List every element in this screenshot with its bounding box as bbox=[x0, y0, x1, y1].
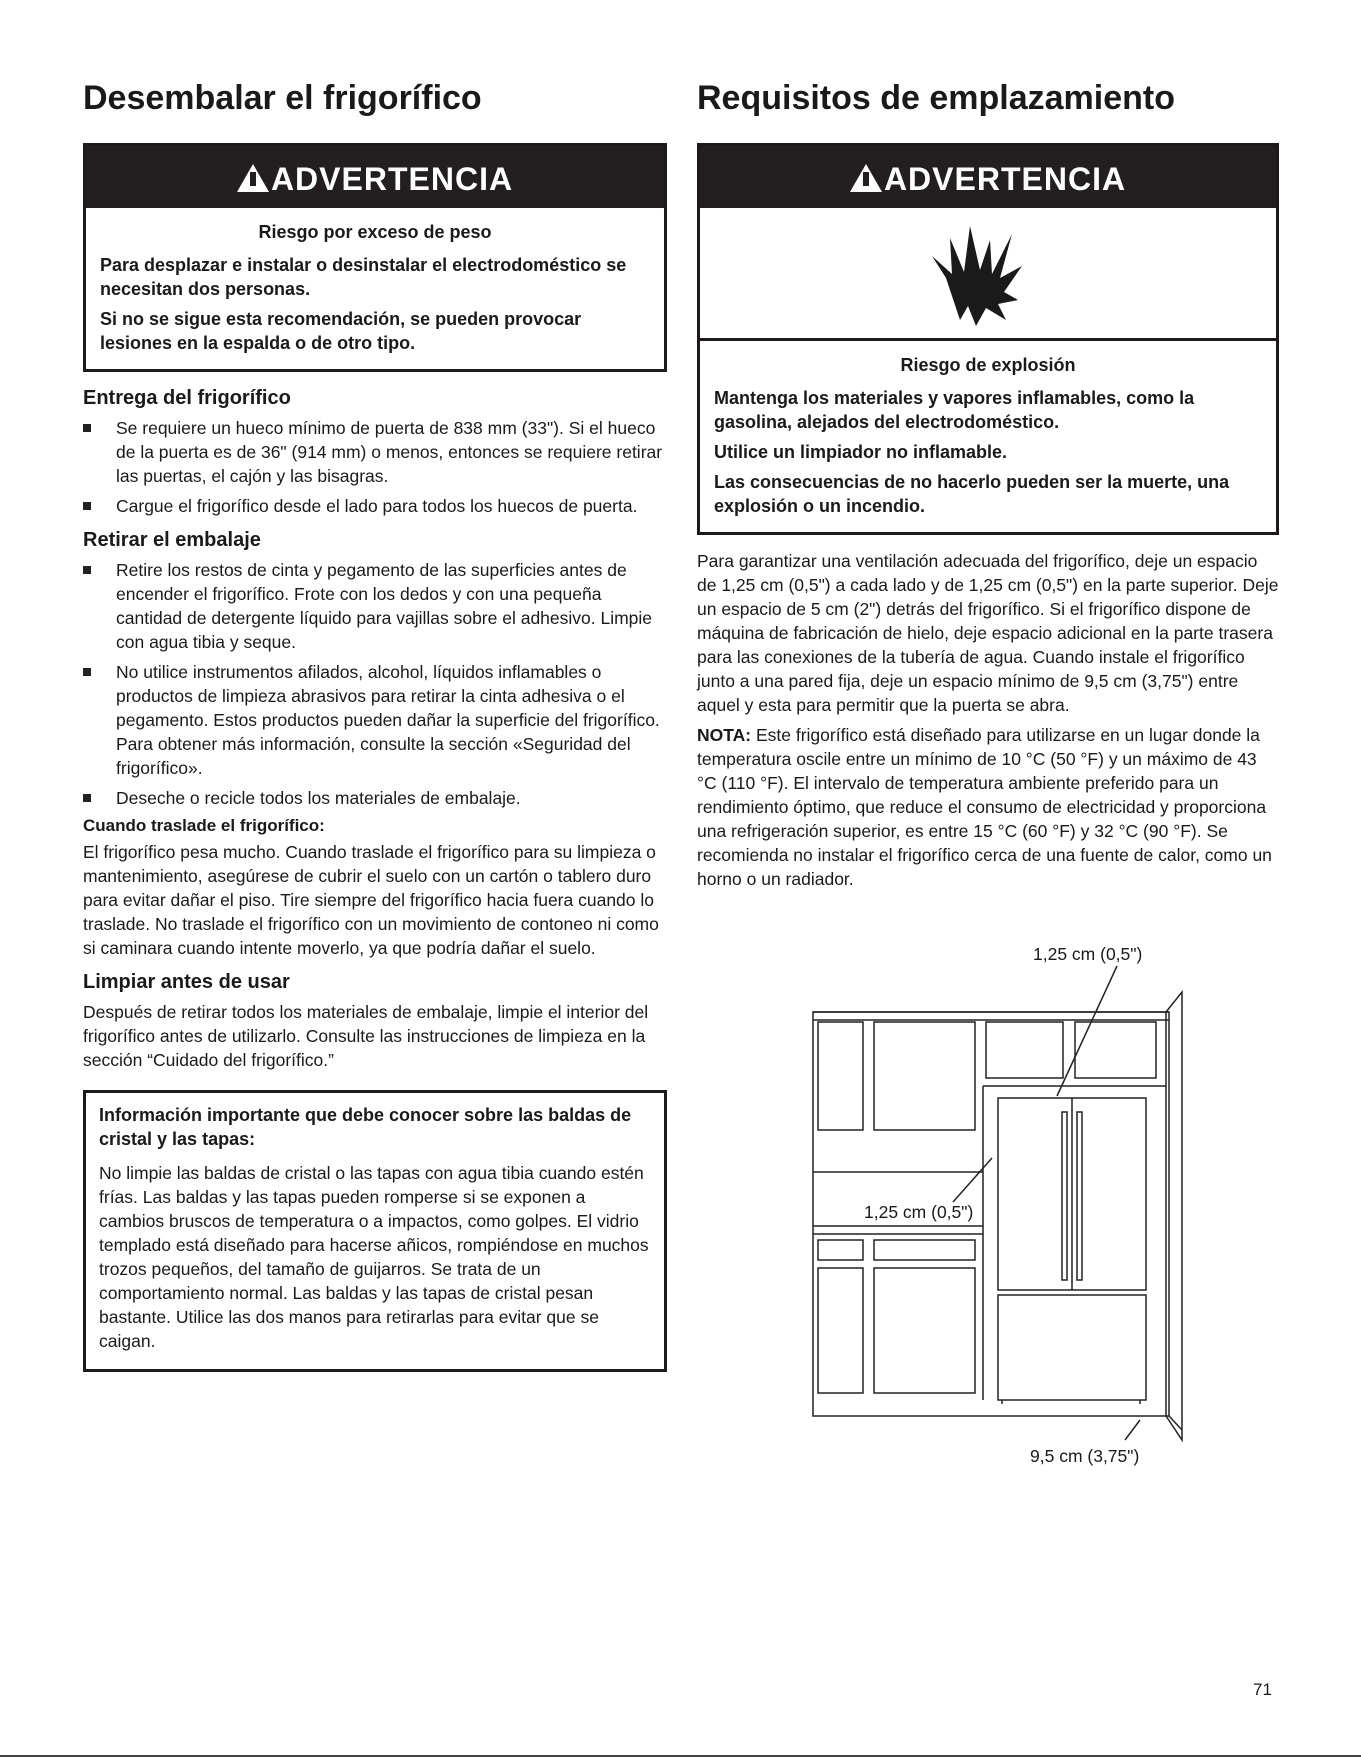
warning-text: Las consecuencias de no hacerlo pueden ser la muerte, una explosión o un incendio. bbox=[714, 472, 1230, 517]
bullet-icon bbox=[83, 502, 91, 510]
info-box-title: Información importante que debe conocer sobre las baldas de cristal y las tapas: bbox=[99, 1105, 632, 1150]
list-item: Deseche o recicle todos los materiales de embalaje. bbox=[83, 786, 667, 810]
leader-line bbox=[953, 1158, 992, 1202]
page-number: 71 bbox=[1253, 1680, 1272, 1699]
bottom-rule bbox=[0, 1755, 1361, 1757]
weight-warning-box bbox=[83, 143, 667, 372]
bullet-icon bbox=[83, 424, 91, 432]
warning-header bbox=[86, 146, 664, 208]
packaging-heading: Retirar el embalaje bbox=[83, 529, 261, 552]
lower-cabinet bbox=[818, 1268, 863, 1393]
drawer bbox=[874, 1240, 975, 1260]
refrigerator-drawer bbox=[998, 1295, 1146, 1400]
clearance-label-bottom: 9,5 cm (3,75") bbox=[1030, 1446, 1140, 1466]
leader-line bbox=[1125, 1420, 1140, 1440]
upper-cabinet bbox=[818, 1022, 863, 1130]
drawer bbox=[818, 1240, 863, 1260]
explosion-icon bbox=[700, 208, 1276, 341]
bullet-icon bbox=[83, 794, 91, 802]
clearance-label-top: 1,25 cm (0,5") bbox=[1033, 944, 1143, 964]
door-handle bbox=[1077, 1112, 1082, 1280]
moving-heading: Cuando traslade el frigorífico: bbox=[83, 816, 325, 836]
upper-cabinet bbox=[1075, 1022, 1156, 1078]
upper-cabinet bbox=[874, 1022, 975, 1130]
warning-header-label: ADVERTENCIA bbox=[270, 161, 514, 198]
bullet-icon bbox=[83, 668, 91, 676]
packaging-list bbox=[83, 558, 667, 810]
warning-risk-title: Riesgo de explosión bbox=[900, 355, 1076, 376]
list-item: Cargue el frigorífico desde el lado para todos los huecos de puerta. bbox=[83, 494, 667, 518]
list-item: No utilice instrumentos afilados, alcohol, líquidos inflamables o productos de limpieza abrasivos para retirar la cinta adhesiva o el pegamento. Estos productos pueden dañar la superficie del frigorífico. Para obtener más información, consulte la sección «Seguridad del frigorífico». bbox=[83, 660, 667, 780]
upper-cabinet bbox=[986, 1022, 1063, 1078]
note-paragraph bbox=[697, 723, 1279, 891]
cleaning-heading: Limpiar antes de usar bbox=[83, 971, 290, 994]
list-item: Se requiere un hueco mínimo de puerta de 838 mm (33"). Si el hueco de la puerta es de 36" (914 mm) o menos, entonces se requiere retirar las puertas, el cajón y las bisagras. bbox=[83, 416, 667, 488]
warning-triangle-icon bbox=[237, 164, 269, 192]
ventilation-text: Para garantizar una ventilación adecuada del frigorífico, deje un espacio de 1,25 cm (0,5") a cada lado y de 1,25 cm (0,5") en la parte superior. Deje un espacio de 5 cm (2") detrás del frigorífico. Si el frigorífico dispone de máquina de fabricación de hielo, deje espacio adicional en la parte trasera para las conexiones de la tubería de agua. Cuando instale el frigorífico junto a una pared fija, deje un espacio mínimo de 9,5 cm (3,75") entre aquel y esta para permitir que la puerta se abra. bbox=[697, 551, 1279, 716]
delivery-list bbox=[83, 416, 667, 518]
left-column bbox=[83, 70, 667, 1372]
section-title-location: Requisitos de emplazamiento bbox=[697, 79, 1175, 117]
info-box-text: No limpie las baldas de cristal o las tapas con agua tibia cuando estén frías. Las baldas y las tapas pueden romperse si se exponen a cambios bruscos de temperatura o a impactos, como golpes. El vidrio templado está diseñado para hacerse añicos, rompiéndose en muchos trozos pequeños, del tamaño de guijarros. Se trata de un comportamiento normal. Las baldas y las tapas de cristal pesan bastante. Utilice las dos manos para retirarlas para evitar que se caigan. bbox=[99, 1163, 649, 1352]
note-label: NOTA: bbox=[697, 725, 752, 746]
note-text: Este frigorífico está diseñado para utilizarse en un lugar donde la temperatura oscile entre un mínimo de 10 °C (50 °F) y un máximo de 43 °C (110 °F). El intervalo de temperatura ambiente preferido para un rendimiento óptimo, que reduce el consumo de electricidad y proporciona una refrigeración superior, es entre 15 °C (60 °F) y 32 °C (90 °F). Se recomienda no instalar el frigorífico cerca de una fuente de calor, como un horno o un radiador. bbox=[697, 725, 1272, 890]
warning-text: Utilice un limpiador no inflamable. bbox=[714, 442, 1008, 463]
warning-header bbox=[700, 146, 1276, 208]
explosion-icon-graphic bbox=[700, 208, 1276, 338]
warning-text: Mantenga los materiales y vapores inflamables, como la gasolina, alejados del electrodoméstico. bbox=[714, 388, 1195, 433]
warning-triangle-icon bbox=[850, 164, 882, 192]
warning-risk-title: Riesgo por exceso de peso bbox=[258, 222, 492, 243]
section-title-unpacking: Desembalar el frigorífico bbox=[83, 79, 482, 117]
list-item: Retire los restos de cinta y pegamento de las superficies antes de encender el frigorífico. Frote con los dedos y con una pequeña cantidad de detergente líquido para vajillas sobre el adhesivo. Limpie con agua tibia y seque. bbox=[83, 558, 667, 654]
warning-text: Para desplazar e instalar o desinstalar el electrodoméstico se necesitan dos personas. bbox=[100, 255, 627, 300]
leader-line bbox=[1057, 966, 1117, 1096]
glass-shelves-info-box bbox=[83, 1090, 667, 1372]
warning-text: Si no se sigue esta recomendación, se pueden provocar lesiones en la espalda o de otro tipo. bbox=[100, 309, 582, 354]
refrigerator-doors bbox=[998, 1098, 1146, 1290]
bullet-icon bbox=[83, 566, 91, 574]
cabinet-outline bbox=[813, 1012, 1169, 1416]
door-handle bbox=[1062, 1112, 1067, 1280]
delivery-heading: Entrega del frigorífico bbox=[83, 387, 291, 410]
warning-header-label: ADVERTENCIA bbox=[883, 161, 1127, 198]
explosion-warning-box bbox=[697, 143, 1279, 535]
lower-cabinet bbox=[874, 1268, 975, 1393]
right-column bbox=[697, 70, 1279, 897]
moving-text: El frigorífico pesa mucho. Cuando traslade el frigorífico para su limpieza o mantenimiento, asegúrese de cubrir el suelo con un cartón o tablero duro para evitar dañar el piso. Tire siempre del frigorífico hacia fuera cuando lo traslade. No traslade el frigorífico con un movimiento de contoneo ni como si caminara cuando intente moverlo, ya que podría dañar el suelo. bbox=[83, 842, 659, 959]
cleaning-text: Después de retirar todos los materiales de embalaje, limpie el interior del frigorífico antes de utilizarlo. Consulte las instrucciones de limpieza en la sección “Cuidado del frigorífico.” bbox=[83, 1002, 649, 1071]
clearance-label-side: 1,25 cm (0,5") bbox=[864, 1202, 974, 1222]
